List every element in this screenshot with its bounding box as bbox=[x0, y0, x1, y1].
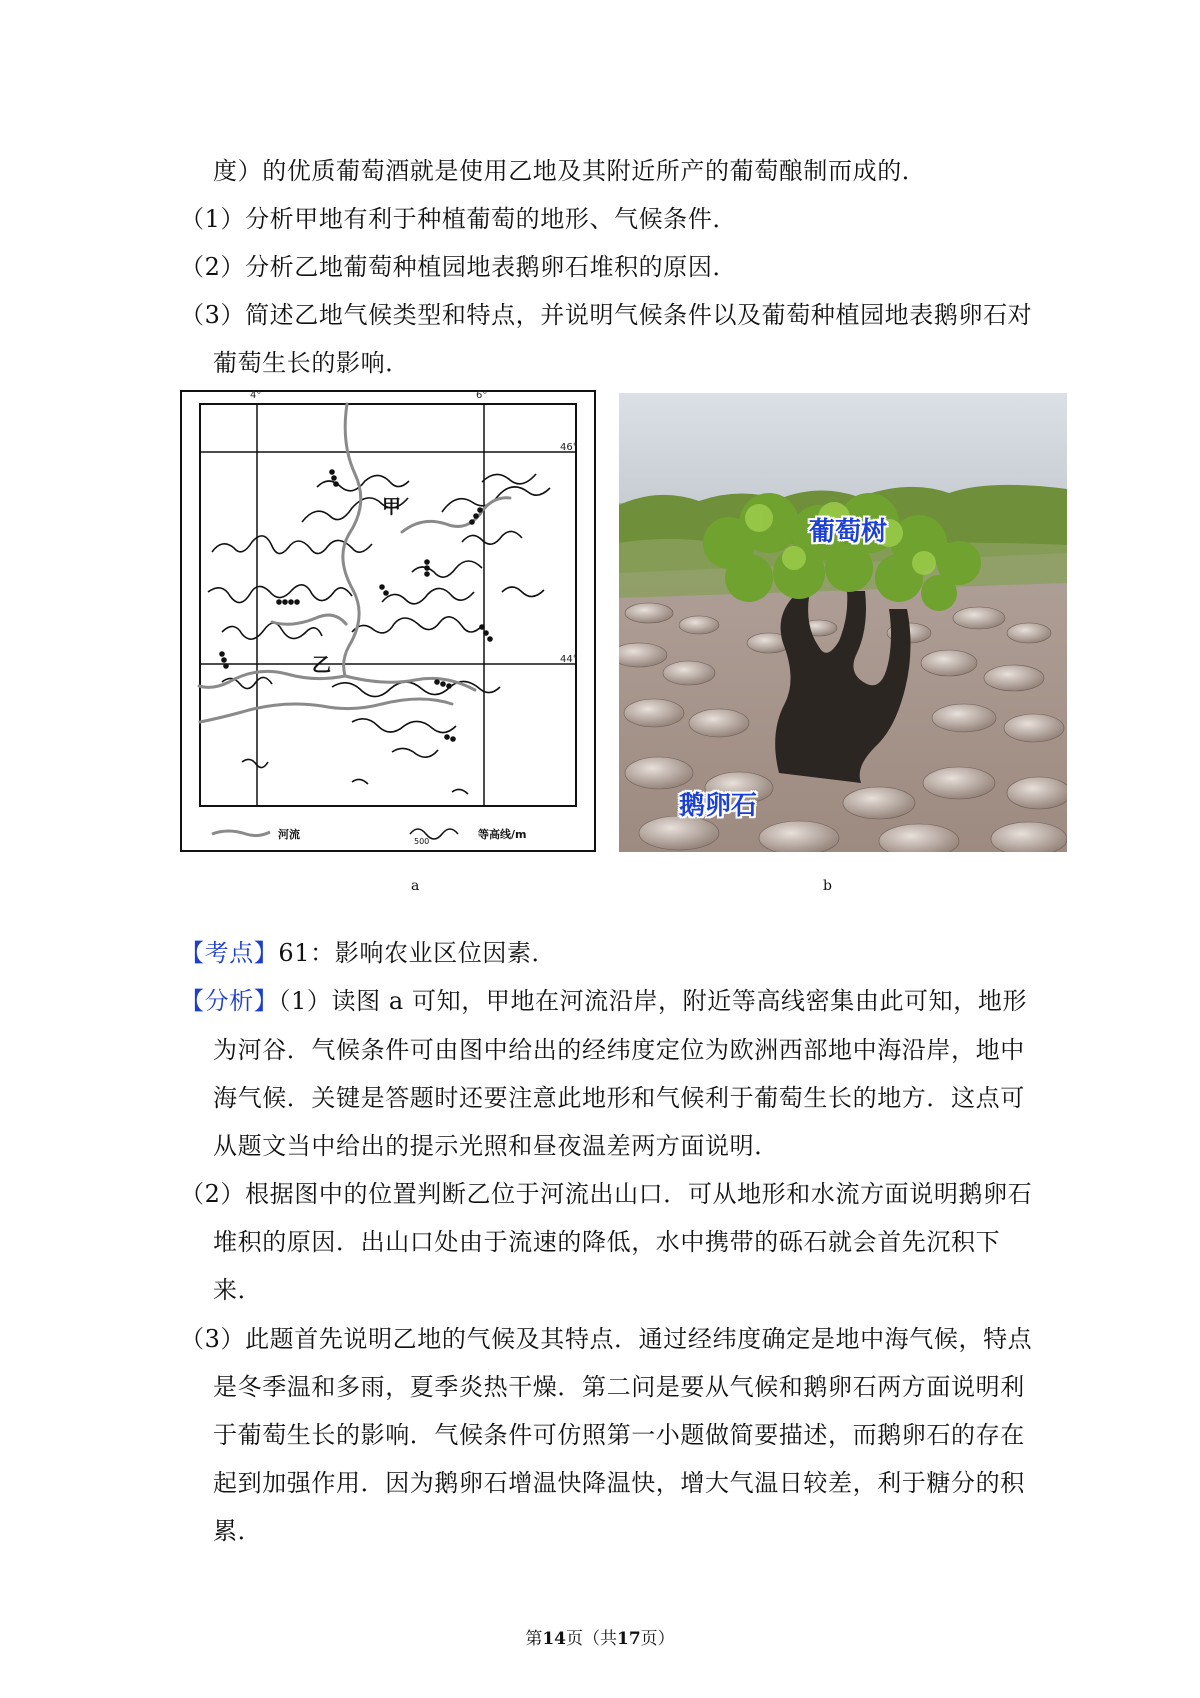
analysis-2-line-2: 堆积的原因．出山口处由于流速的降低，水中携带的砾石就会首先沉积下 bbox=[213, 1228, 1001, 1256]
analysis-3-line-5: 累． bbox=[213, 1517, 263, 1545]
analysis-2-line-1: （2）根据图中的位置判断乙位于河流出山口．可从地形和水流方面说明鹅卵石 bbox=[180, 1180, 1033, 1208]
analysis-3-line-2: 是冬季温和多雨，夏季炎热干燥．第二问是要从气候和鹅卵石两方面说明利 bbox=[213, 1373, 1025, 1401]
question-continuation: 度）的优质葡萄酒就是使用乙地及其附近所产的葡萄酿制而成的． bbox=[213, 157, 927, 185]
legend-river-label: 河流 bbox=[278, 828, 300, 841]
page-number: 14 bbox=[542, 1629, 566, 1649]
lat-tick-46: 46° bbox=[560, 442, 578, 453]
figure-b-photo bbox=[619, 393, 1067, 852]
footer-suffix: 页） bbox=[640, 1629, 675, 1649]
question-3-line-1: （3）简述乙地气候类型和特点，并说明气候条件以及葡萄种植园地表鹅卵石对 bbox=[180, 301, 1033, 329]
page-footer bbox=[0, 1628, 1200, 1650]
question-3-line-2: 葡萄生长的影响． bbox=[213, 349, 410, 377]
figure-a-map bbox=[180, 390, 596, 852]
analysis-3-line-3: 于葡萄生长的影响．气候条件可仿照第一小题做简要描述，而鹅卵石的存在 bbox=[213, 1421, 1025, 1449]
label-pebble: 鹅卵石 bbox=[679, 791, 758, 821]
analysis-1-line-2: 为河谷．气候条件可由图中给出的经纬度定位为欧洲西部地中海沿岸，地中 bbox=[213, 1036, 1025, 1064]
lon-tick-4: 4° bbox=[250, 390, 262, 401]
footer-mid: 页（共 bbox=[566, 1629, 617, 1649]
analysis-3-line-4: 起到加强作用．因为鹅卵石增温快降温快，增大气温日较差，利于糖分的积 bbox=[213, 1469, 1025, 1497]
lat-tick-44: 44° bbox=[560, 654, 578, 665]
analysis-2-line-3: 来． bbox=[213, 1276, 263, 1304]
analysis-1-line-4: 从题文当中给出的提示光照和昼夜温差两方面说明． bbox=[213, 1132, 779, 1160]
analysis-3-line-1: （3）此题首先说明乙地的气候及其特点．通过经纬度确定是地中海气候，特点 bbox=[180, 1325, 1033, 1353]
question-1: （1）分析甲地有利于种植葡萄的地形、气候条件． bbox=[180, 205, 738, 233]
photo-drawing bbox=[619, 393, 1067, 852]
caption-b: b bbox=[823, 878, 832, 894]
lon-tick-6: 6° bbox=[476, 390, 488, 401]
map-drawing bbox=[182, 392, 594, 850]
question-2: （2）分析乙地葡萄种植园地表鹅卵石堆积的原因． bbox=[180, 253, 738, 281]
kaodian-line bbox=[180, 937, 556, 969]
fenxi-tag: 【分析】 bbox=[180, 987, 279, 1015]
kaodian-text: 61：影响农业区位因素． bbox=[278, 939, 557, 967]
kaodian-tag: 【考点】 bbox=[180, 939, 279, 967]
caption-a: a bbox=[411, 878, 420, 894]
total-pages: 17 bbox=[617, 1629, 641, 1649]
label-jia: 甲 bbox=[382, 496, 402, 518]
legend-contour-label: 等高线/m bbox=[478, 828, 527, 841]
footer-prefix: 第 bbox=[525, 1629, 543, 1649]
analysis-1-line-1: （1）读图 a 可知，甲地在河流沿岸，附近等高线密集由此可知，地形 bbox=[278, 987, 1028, 1015]
label-yi: 乙 bbox=[312, 654, 332, 676]
legend-contour-value: 500 bbox=[414, 837, 430, 846]
fenxi-line-1 bbox=[180, 985, 1027, 1017]
analysis-1-line-3: 海气候．关键是答题时还要注意此地形和气候利于葡萄生长的地方．这点可 bbox=[213, 1084, 1025, 1112]
label-vine: 葡萄树 bbox=[809, 517, 888, 547]
